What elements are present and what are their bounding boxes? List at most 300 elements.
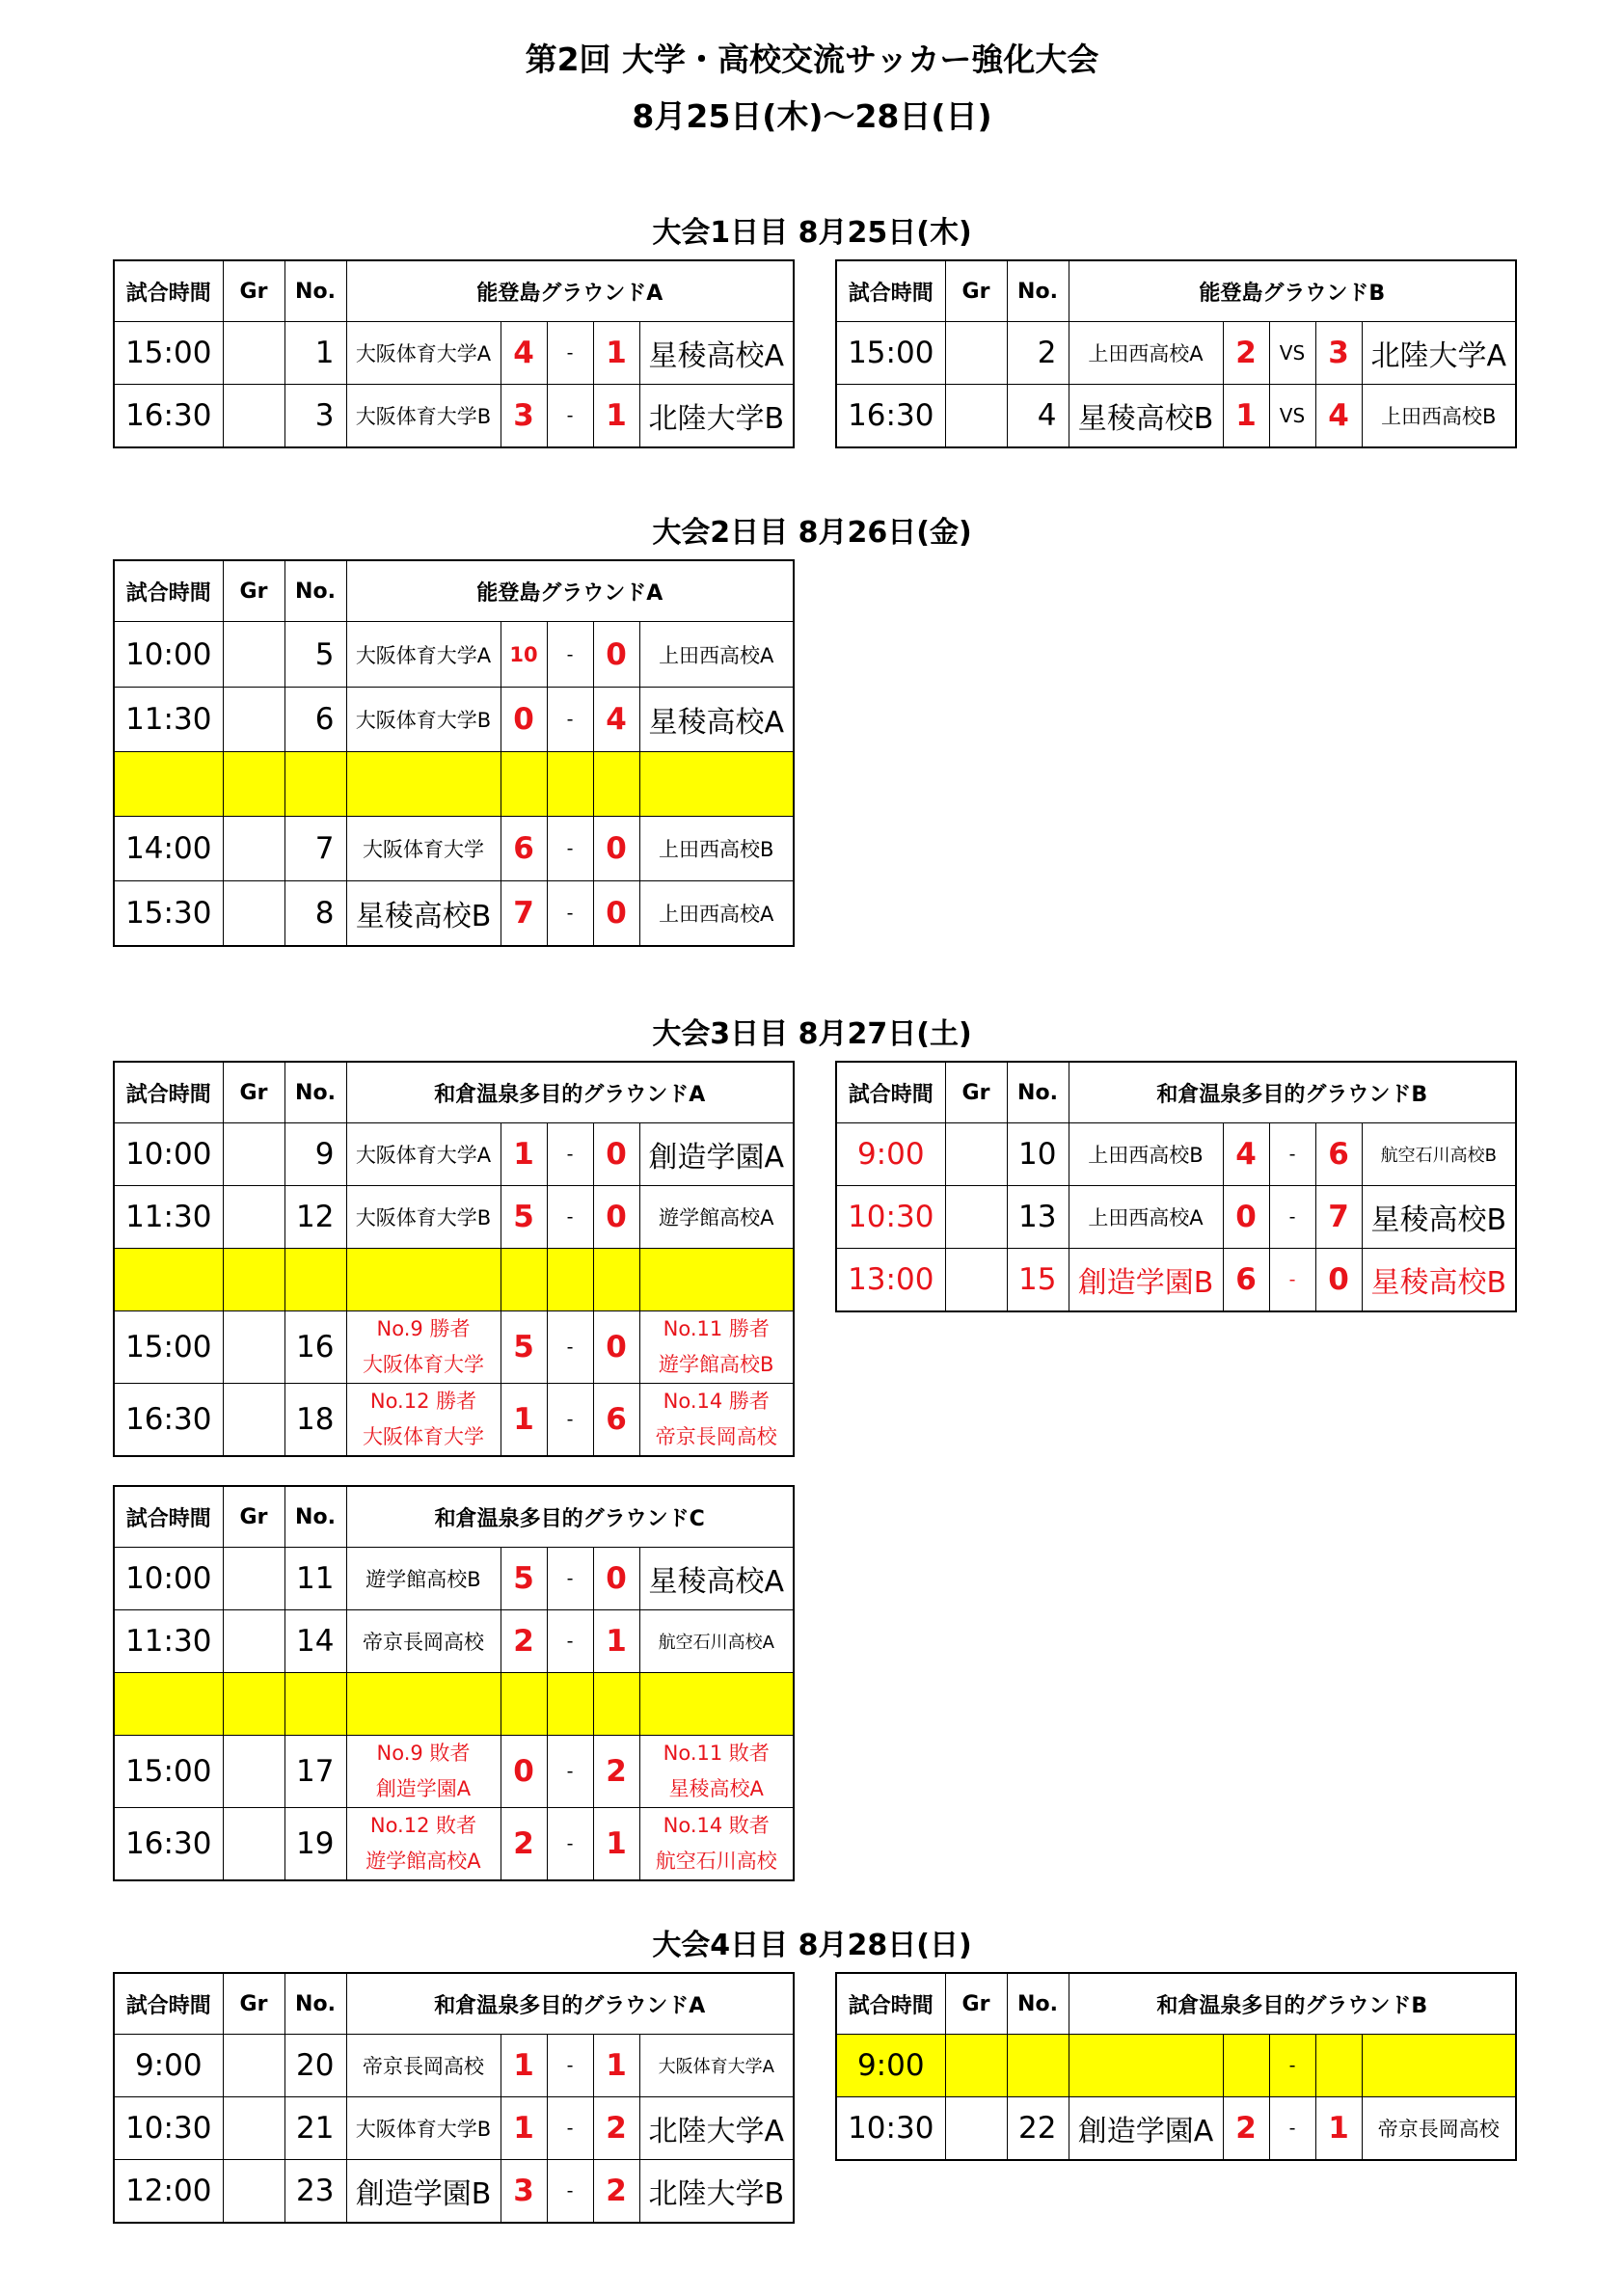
match-gr <box>223 1610 284 1673</box>
away-score: 2 <box>593 2097 639 2160</box>
break-row <box>114 1673 794 1736</box>
home-team: 大阪体育大学A <box>346 1123 501 1186</box>
away-score: 6 <box>593 1384 639 1457</box>
away-score: 1 <box>1315 2097 1362 2161</box>
home-team: 大阪体育大学B <box>346 688 501 752</box>
home-team: 大阪体育大学A <box>346 622 501 688</box>
break-cell <box>114 752 223 817</box>
home-score: 4 <box>501 322 547 385</box>
ground-name: 能登島グラウンドB <box>1069 260 1516 322</box>
bracket-ref: No.12 勝者 <box>369 1390 477 1413</box>
break-row <box>114 752 794 817</box>
day3-ground-a-table <box>113 1061 795 1457</box>
col-no: No. <box>284 560 346 622</box>
match-row <box>114 2160 794 2224</box>
away-score <box>1315 2035 1362 2097</box>
match-no: 23 <box>284 2160 346 2224</box>
match-gr <box>223 688 284 752</box>
match-time: 10:00 <box>114 1548 223 1610</box>
score-separator: - <box>1269 1186 1315 1249</box>
ground-name: 和倉温泉多目的グラウンドB <box>1069 1973 1516 2035</box>
away-score: 0 <box>593 1123 639 1186</box>
bracket-ref: No.14 勝者 <box>663 1390 770 1413</box>
match-gr <box>223 385 284 448</box>
home-score: 5 <box>501 1186 547 1249</box>
home-team: 大阪体育大学A <box>346 322 501 385</box>
day3-ground-c-table <box>113 1485 795 1881</box>
home-team: 大阪体育大学B <box>346 2097 501 2160</box>
break-cell <box>501 1673 547 1736</box>
break-cell <box>547 752 593 817</box>
col-no: No. <box>1007 1062 1069 1123</box>
away-score: 2 <box>593 2160 639 2224</box>
col-time: 試合時間 <box>114 560 223 622</box>
match-gr <box>223 622 284 688</box>
match-row <box>836 322 1516 385</box>
away-team: 北陸大学A <box>1362 322 1516 385</box>
match-gr <box>223 1123 284 1186</box>
score-separator: - <box>547 1123 593 1186</box>
away-team: 創造学園A <box>639 1123 794 1186</box>
match-gr <box>223 817 284 881</box>
score-separator: - <box>547 817 593 881</box>
away-score: 7 <box>1315 1186 1362 1249</box>
home-team: 帝京長岡高校 <box>346 1610 501 1673</box>
score-separator: - <box>547 1186 593 1249</box>
match-time: 14:00 <box>114 817 223 881</box>
match-no: 17 <box>284 1736 346 1808</box>
home-score: 6 <box>1223 1249 1269 1312</box>
away-score: 4 <box>593 688 639 752</box>
col-time: 試合時間 <box>114 1486 223 1548</box>
col-no: No. <box>284 1486 346 1548</box>
day-3-heading: 大会3日目 8月27日(土) <box>652 1017 972 1051</box>
away-score: 4 <box>1315 385 1362 448</box>
away-team: 星稜高校B <box>1362 1249 1516 1312</box>
home-score: 2 <box>1223 322 1269 385</box>
match-row <box>114 322 794 385</box>
home-score: 3 <box>501 2160 547 2224</box>
match-time: 16:30 <box>836 385 945 448</box>
match-row <box>836 1249 1516 1312</box>
home-score <box>1223 2035 1269 2097</box>
away-score: 6 <box>1315 1123 1362 1186</box>
match-row <box>114 2097 794 2160</box>
break-cell <box>223 1249 284 1311</box>
day4-ground-b-table <box>835 1972 1517 2161</box>
match-gr <box>945 1186 1007 1249</box>
col-gr: Gr <box>223 1973 284 2035</box>
col-time: 試合時間 <box>114 1062 223 1123</box>
score-separator: - <box>547 1736 593 1808</box>
away-team: 上田西高校B <box>1362 385 1516 448</box>
score-separator: - <box>547 1384 593 1457</box>
score-separator: - <box>1269 1249 1315 1312</box>
away-team <box>639 1384 794 1457</box>
home-team <box>346 1311 501 1384</box>
match-time: 16:30 <box>114 385 223 448</box>
away-team: 帝京長岡高校 <box>1362 2097 1516 2161</box>
match-no: 22 <box>1007 2097 1069 2161</box>
home-score: 2 <box>501 1610 547 1673</box>
col-no: No. <box>284 260 346 322</box>
home-team: 創造学園B <box>346 2160 501 2224</box>
match-row <box>836 385 1516 448</box>
ground-name: 和倉温泉多目的グラウンドC <box>346 1486 794 1548</box>
day3-ground-b-table <box>835 1061 1517 1312</box>
away-team: 星稜高校A <box>639 322 794 385</box>
away-team: 北陸大学B <box>639 385 794 448</box>
match-time: 11:30 <box>114 1186 223 1249</box>
col-gr: Gr <box>223 1062 284 1123</box>
match-gr <box>945 2035 1007 2097</box>
match-time: 15:00 <box>114 322 223 385</box>
col-time: 試合時間 <box>836 260 945 322</box>
col-gr: Gr <box>223 560 284 622</box>
score-separator: VS <box>1269 385 1315 448</box>
match-time: 16:30 <box>114 1384 223 1457</box>
away-team: 星稜高校B <box>1362 1186 1516 1249</box>
away-team: 遊学館高校A <box>639 1186 794 1249</box>
match-time: 10:30 <box>114 2097 223 2160</box>
bracket-ref: No.14 敗者 <box>663 1814 770 1837</box>
home-score: 7 <box>501 881 547 947</box>
ground-name: 和倉温泉多目的グラウンドA <box>346 1973 794 2035</box>
home-score: 0 <box>501 1736 547 1808</box>
score-separator: - <box>547 1311 593 1384</box>
match-time: 15:00 <box>114 1736 223 1808</box>
match-time: 11:30 <box>114 1610 223 1673</box>
day2-ground-a-table <box>113 559 795 947</box>
home-team: 創造学園B <box>1069 1249 1223 1312</box>
bracket-ref: No.11 勝者 <box>663 1317 770 1340</box>
away-team <box>1362 2035 1516 2097</box>
away-score: 0 <box>593 1311 639 1384</box>
match-no: 3 <box>284 385 346 448</box>
score-separator: - <box>1269 2035 1315 2097</box>
match-no: 5 <box>284 622 346 688</box>
match-gr <box>223 1548 284 1610</box>
match-row <box>114 1610 794 1673</box>
home-score: 2 <box>501 1808 547 1881</box>
break-cell <box>639 752 794 817</box>
away-team: 北陸大学A <box>639 2097 794 2160</box>
col-no: No. <box>284 1973 346 2035</box>
match-no: 1 <box>284 322 346 385</box>
team-name: 航空石川高校 <box>655 1850 777 1873</box>
match-no: 2 <box>1007 322 1069 385</box>
match-row <box>114 688 794 752</box>
away-team: 大阪体育大学A <box>639 2035 794 2097</box>
match-row <box>114 1808 794 1881</box>
match-row <box>836 2097 1516 2161</box>
away-score: 1 <box>593 385 639 448</box>
match-row <box>836 1186 1516 1249</box>
home-team <box>346 1384 501 1457</box>
col-time: 試合時間 <box>836 1062 945 1123</box>
home-team: 創造学園A <box>1069 2097 1223 2161</box>
break-cell <box>114 1249 223 1311</box>
day-2-heading: 大会2日目 8月26日(金) <box>652 516 972 550</box>
match-row <box>836 1123 1516 1186</box>
bracket-ref: No.12 敗者 <box>369 1814 477 1837</box>
home-team: 星稜高校B <box>346 881 501 947</box>
match-gr <box>223 322 284 385</box>
score-separator: - <box>547 2035 593 2097</box>
home-team: 帝京長岡高校 <box>346 2035 501 2097</box>
match-time: 15:00 <box>114 1311 223 1384</box>
match-no: 20 <box>284 2035 346 2097</box>
home-score: 2 <box>1223 2097 1269 2161</box>
team-name: 遊学館高校B <box>659 1353 774 1376</box>
match-no <box>1007 2035 1069 2097</box>
day-1-heading: 大会1日目 8月25日(木) <box>652 216 972 250</box>
away-team: 上田西高校A <box>639 881 794 947</box>
match-time: 9:00 <box>836 2035 945 2097</box>
score-separator: - <box>547 1548 593 1610</box>
team-name: 帝京長岡高校 <box>655 1425 777 1448</box>
home-score: 6 <box>501 817 547 881</box>
team-name: 大阪体育大学 <box>363 1425 484 1448</box>
match-row <box>114 1548 794 1610</box>
match-no: 11 <box>284 1548 346 1610</box>
away-score: 1 <box>593 1808 639 1881</box>
score-separator: - <box>547 881 593 947</box>
home-team: 大阪体育大学 <box>346 817 501 881</box>
match-time: 16:30 <box>114 1808 223 1881</box>
home-team: 上田西高校A <box>1069 322 1223 385</box>
match-row <box>114 1186 794 1249</box>
match-row <box>114 881 794 947</box>
bracket-ref: No.9 敗者 <box>376 1742 471 1765</box>
match-no: 15 <box>1007 1249 1069 1312</box>
match-gr <box>945 2097 1007 2161</box>
match-gr <box>223 2160 284 2224</box>
away-score: 0 <box>593 817 639 881</box>
score-separator: - <box>547 2160 593 2224</box>
team-name: 星稜高校A <box>668 1777 764 1800</box>
break-cell <box>284 1673 346 1736</box>
score-separator: - <box>547 2097 593 2160</box>
bracket-ref: No.9 勝者 <box>376 1317 471 1340</box>
match-row <box>114 1736 794 1808</box>
match-time: 15:00 <box>836 322 945 385</box>
break-cell <box>346 752 501 817</box>
match-gr <box>945 322 1007 385</box>
col-no: No. <box>284 1062 346 1123</box>
ground-name: 能登島グラウンドA <box>346 260 794 322</box>
home-team <box>346 1736 501 1808</box>
break-cell <box>547 1673 593 1736</box>
match-row <box>114 1123 794 1186</box>
home-team: 上田西高校B <box>1069 1123 1223 1186</box>
day1-ground-a-table <box>113 259 795 448</box>
away-score: 1 <box>593 1610 639 1673</box>
break-row <box>114 1249 794 1311</box>
break-cell <box>501 1249 547 1311</box>
match-no: 13 <box>1007 1186 1069 1249</box>
home-score: 5 <box>501 1311 547 1384</box>
break-cell <box>547 1249 593 1311</box>
match-row <box>114 817 794 881</box>
match-time: 10:30 <box>836 1186 945 1249</box>
col-no: No. <box>1007 260 1069 322</box>
match-row <box>114 1384 794 1457</box>
home-team <box>346 1808 501 1881</box>
match-no: 7 <box>284 817 346 881</box>
home-team: 大阪体育大学B <box>346 385 501 448</box>
score-separator: - <box>547 688 593 752</box>
page-subtitle-dates: 8月25日(木)～28日(日) <box>632 97 992 135</box>
bracket-ref: No.11 敗者 <box>663 1742 770 1765</box>
break-cell <box>223 752 284 817</box>
home-score: 4 <box>1223 1123 1269 1186</box>
score-separator: - <box>547 1808 593 1881</box>
col-time: 試合時間 <box>114 1973 223 2035</box>
match-no: 4 <box>1007 385 1069 448</box>
score-separator: - <box>1269 1123 1315 1186</box>
score-separator: - <box>547 622 593 688</box>
home-team: 大阪体育大学B <box>346 1186 501 1249</box>
away-score: 0 <box>1315 1249 1362 1312</box>
away-score: 0 <box>593 1186 639 1249</box>
score-separator: - <box>547 1610 593 1673</box>
col-no: No. <box>1007 1973 1069 2035</box>
page-title: 第2回 大学・高校交流サッカー強化大会 <box>525 41 1099 78</box>
home-score: 1 <box>1223 385 1269 448</box>
ground-name: 和倉温泉多目的グラウンドA <box>346 1062 794 1123</box>
team-name: 創造学園A <box>375 1777 472 1800</box>
away-score: 0 <box>593 1548 639 1610</box>
match-no: 12 <box>284 1186 346 1249</box>
match-time: 12:00 <box>114 2160 223 2224</box>
match-time: 10:00 <box>114 1123 223 1186</box>
home-score: 1 <box>501 2035 547 2097</box>
away-team: 星稜高校A <box>639 688 794 752</box>
team-name: 遊学館高校A <box>365 1850 481 1873</box>
break-cell <box>593 1249 639 1311</box>
match-no: 10 <box>1007 1123 1069 1186</box>
away-team: 星稜高校A <box>639 1548 794 1610</box>
home-score: 1 <box>501 1384 547 1457</box>
break-cell <box>501 752 547 817</box>
away-team <box>639 1736 794 1808</box>
col-time: 試合時間 <box>114 260 223 322</box>
ground-name: 能登島グラウンドA <box>346 560 794 622</box>
ground-name: 和倉温泉多目的グラウンドB <box>1069 1062 1516 1123</box>
home-score: 3 <box>501 385 547 448</box>
away-score: 0 <box>593 881 639 947</box>
match-time: 9:00 <box>114 2035 223 2097</box>
score-separator: - <box>547 385 593 448</box>
match-row <box>836 2035 1516 2097</box>
home-team <box>1069 2035 1223 2097</box>
away-team <box>639 1311 794 1384</box>
match-row <box>114 385 794 448</box>
score-separator: - <box>547 322 593 385</box>
break-cell <box>284 1249 346 1311</box>
away-team <box>639 1808 794 1881</box>
home-team: 上田西高校A <box>1069 1186 1223 1249</box>
home-team: 遊学館高校B <box>346 1548 501 1610</box>
col-gr: Gr <box>223 1486 284 1548</box>
home-score: 0 <box>501 688 547 752</box>
break-cell <box>639 1249 794 1311</box>
col-time: 試合時間 <box>836 1973 945 2035</box>
match-no: 21 <box>284 2097 346 2160</box>
match-gr <box>223 2035 284 2097</box>
home-score: 5 <box>501 1548 547 1610</box>
match-gr <box>945 1249 1007 1312</box>
home-score: 1 <box>501 1123 547 1186</box>
day4-ground-a-table <box>113 1972 795 2224</box>
match-row <box>114 2035 794 2097</box>
match-no: 16 <box>284 1311 346 1384</box>
away-team: 航空石川高校B <box>1362 1123 1516 1186</box>
match-gr <box>223 881 284 947</box>
match-row <box>114 622 794 688</box>
away-team: 上田西高校A <box>639 622 794 688</box>
match-gr <box>223 1384 284 1457</box>
away-team: 航空石川高校A <box>639 1610 794 1673</box>
break-cell <box>346 1673 501 1736</box>
score-separator: - <box>1269 2097 1315 2161</box>
match-no: 8 <box>284 881 346 947</box>
away-score: 2 <box>593 1736 639 1808</box>
break-cell <box>593 752 639 817</box>
match-time: 10:30 <box>836 2097 945 2161</box>
away-team: 上田西高校B <box>639 817 794 881</box>
match-row <box>114 1311 794 1384</box>
break-cell <box>114 1673 223 1736</box>
match-gr <box>223 1311 284 1384</box>
match-no: 19 <box>284 1808 346 1881</box>
match-gr <box>223 2097 284 2160</box>
home-score: 1 <box>501 2097 547 2160</box>
match-time: 15:30 <box>114 881 223 947</box>
col-gr: Gr <box>223 260 284 322</box>
away-team: 北陸大学B <box>639 2160 794 2224</box>
break-cell <box>593 1673 639 1736</box>
break-cell <box>284 752 346 817</box>
team-name: 大阪体育大学 <box>363 1353 484 1376</box>
break-cell <box>346 1249 501 1311</box>
match-time: 13:00 <box>836 1249 945 1312</box>
day-4-heading: 大会4日目 8月28日(日) <box>652 1929 972 1962</box>
score-separator: VS <box>1269 322 1315 385</box>
match-gr <box>223 1186 284 1249</box>
away-score: 3 <box>1315 322 1362 385</box>
match-time: 11:30 <box>114 688 223 752</box>
col-gr: Gr <box>945 1062 1007 1123</box>
match-time: 9:00 <box>836 1123 945 1186</box>
match-gr <box>945 385 1007 448</box>
match-no: 6 <box>284 688 346 752</box>
home-score: 0 <box>1223 1186 1269 1249</box>
match-no: 9 <box>284 1123 346 1186</box>
away-score: 1 <box>593 322 639 385</box>
match-time: 10:00 <box>114 622 223 688</box>
home-score: 10 <box>501 622 547 688</box>
match-gr <box>945 1123 1007 1186</box>
col-gr: Gr <box>945 260 1007 322</box>
away-score: 0 <box>593 622 639 688</box>
day1-ground-b-table <box>835 259 1517 448</box>
match-no: 14 <box>284 1610 346 1673</box>
match-gr <box>223 1736 284 1808</box>
break-cell <box>223 1673 284 1736</box>
break-cell <box>639 1673 794 1736</box>
